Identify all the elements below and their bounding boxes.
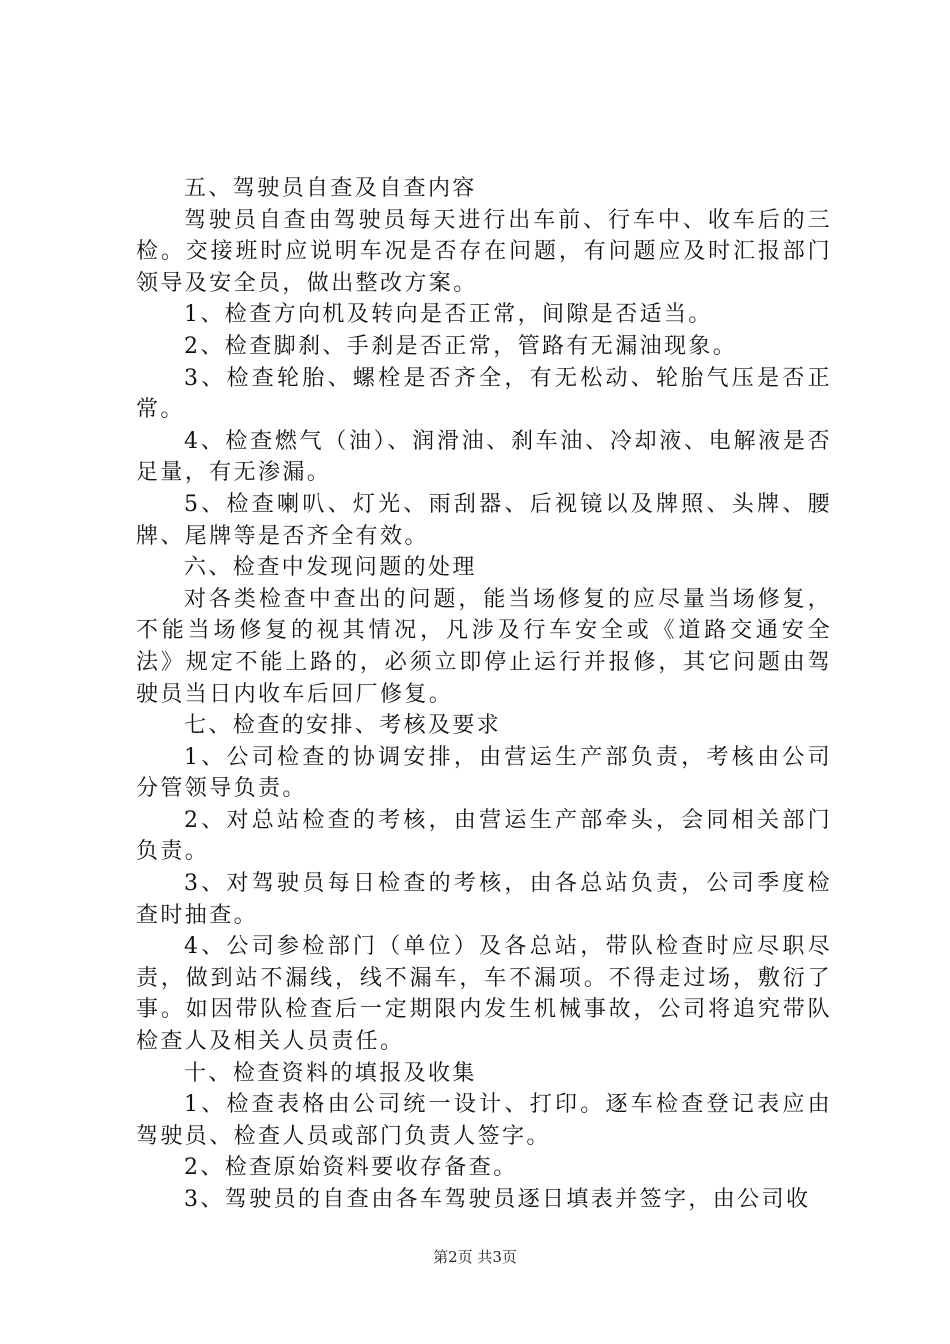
list-item: 5、检查喇叭、灯光、雨刮器、后视镜以及牌照、头牌、腰牌、尾牌等是否齐全有效。 [136, 491, 832, 549]
section-heading: 六、检查中发现问题的处理 [184, 555, 477, 581]
paragraph: 对各类检查中查出的问题，能当场修复的应尽量当场修复，不能当场修复的视其情况，凡涉及行车安全或《道路交通安全法》规定不能上路的，必须立即停止运行并报修，其它问题由驾驶员当日内收车后回厂修复。 [136, 586, 832, 707]
paragraph: 驾驶员自查由驾驶员每天进行出车前、行车中、收车后的三检。交接班时应说明车况是否存在问题，有问题应及时汇报部门领导及安全员，做出整改方案。 [136, 207, 832, 296]
list-item: 3、对驾驶员每日检查的考核，由各总站负责，公司季度检查时抽查。 [136, 871, 832, 928]
section-heading: 十、检查资料的填报及收集 [184, 1060, 477, 1086]
section-heading: 七、检查的安排、考核及要求 [184, 713, 502, 739]
page-number: 第2页 共3页 [433, 1248, 517, 1266]
list-item: 3、检查轮胎、螺栓是否齐全，有无松动、轮胎气压是否正常。 [136, 365, 832, 423]
list-item: 2、检查原始资料要收存备查。 [184, 1155, 518, 1181]
list-item: 4、公司参检部门（单位）及各总站，带队检查时应尽职尽责，做到站不漏线，线不漏车，车不漏项。不得走过场，敷衍了事。如因带队检查后一定期限内发生机械事故，公司将追究带队检查人及相关人员责任。 [136, 934, 832, 1055]
section-heading: 五、驾驶员自查及自查内容 [184, 176, 477, 201]
list-item: 4、检查燃气（油）、润滑油、刹车油、冷却液、电解液是否足量，有无渗漏。 [136, 428, 832, 486]
document-body [136, 173, 832, 1216]
list-item: 1、公司检查的协调安排，由营运生产部负责，考核由公司分管领导负责。 [136, 744, 832, 802]
list-item: 2、对总站检查的考核，由营运生产部牵头，会同相关部门负责。 [136, 807, 832, 865]
list-item: 3、驾驶员的自查由各车驾驶员逐日填表并签字，由公司收 [184, 1187, 811, 1212]
list-item: 2、检查脚刹、手刹是否正常，管路有无漏油现象。 [184, 333, 738, 359]
list-item: 1、检查表格由公司统一设计、打印。逐车检查登记表应由驾驶员、检查人员或部门负责人签字。 [136, 1092, 832, 1149]
list-item: 1、检查方向机及转向是否正常，间隙是否适当。 [184, 302, 713, 328]
